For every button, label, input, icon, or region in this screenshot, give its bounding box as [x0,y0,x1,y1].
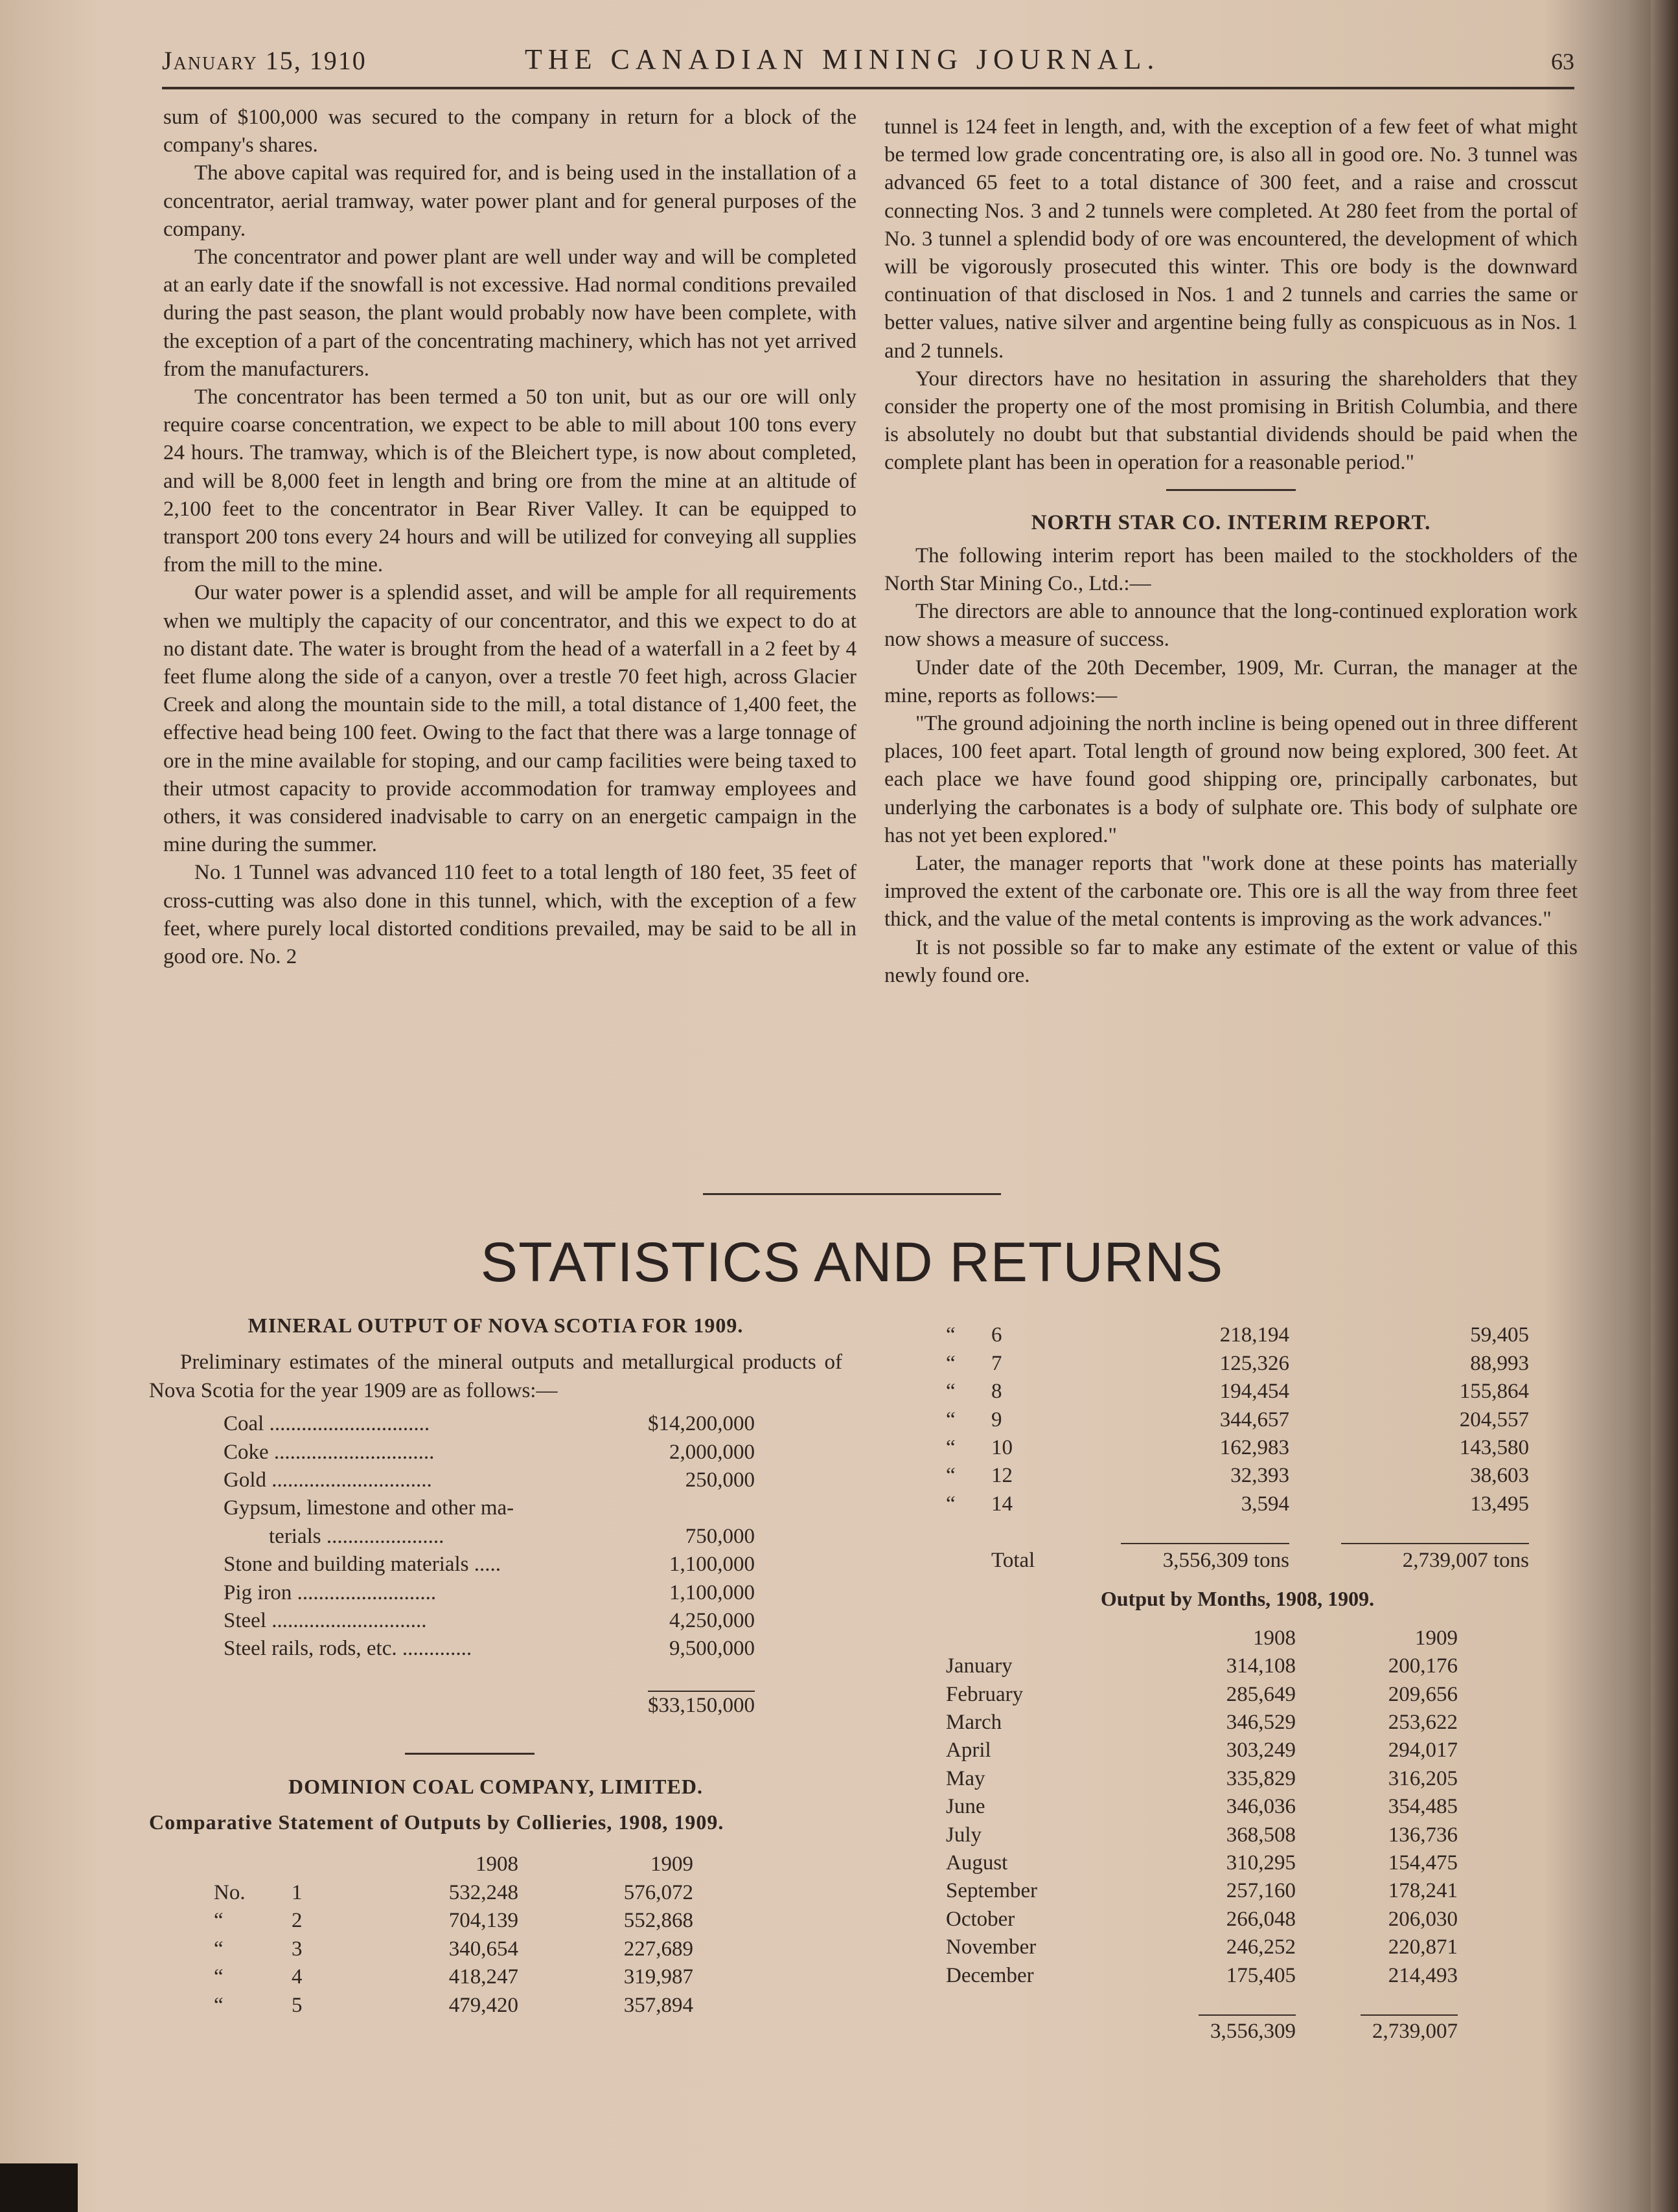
table-cell: November [946,1935,1037,1959]
table-row [214,1879,706,1907]
table-cell: 154,475 [1388,1851,1458,1875]
paragraph: The following interim report has been mailed to the stockholders of the North Star Mining Co., Ltd.:— [884,543,1578,596]
article-column-left [163,104,856,971]
table-rule-row [946,1516,1529,1544]
table-cell: $14,200,000 [648,1412,755,1436]
table-cell: 479,420 [448,1993,518,2017]
table-cell: 13,495 [1470,1492,1529,1516]
table-cell: 1,100,000 [669,1580,755,1604]
output-by-months-table [946,1623,1458,2044]
table-cell: 206,030 [1388,1907,1458,1931]
table-cell: 253,622 [1388,1711,1458,1735]
page-binding-shadow [1651,0,1678,2212]
table-cell: 354,485 [1388,1795,1458,1819]
table-cell: 250,000 [685,1468,755,1492]
table-cell: 220,871 [1388,1935,1458,1959]
table-row [224,1607,755,1635]
table-cell-total: 2,739,007 tons [1402,1548,1529,1572]
table-row [946,1650,1458,1678]
table-cell: “ [946,1492,956,1516]
table-row [946,1404,1529,1431]
table-cell: 200,176 [1388,1654,1458,1678]
table-cell: 346,529 [1226,1711,1296,1735]
paragraph: No. 1 Tunnel was advanced 110 feet to a total length of 180 feet, 35 feet of cross-cutting was also done in this tunnel, which, with the exception of a few feet, where purely local distorted conditions prevailed, may be said to be all in good ore. No. 2 [163,861,856,969]
statistics-right-column [946,1319,1529,2044]
table-cell: 246,252 [1226,1935,1296,1959]
table-cell: 552,868 [623,1909,693,1933]
table-cell: February [946,1682,1024,1706]
paragraph: The concentrator and power plant are well under way and will be completed at an early date if the snowfall is not excessive. Had normal conditions prevailed during the past season, the plant would probably now have been complete, with the exception of a part of the concentrating machinery, which has not yet arrived from the manufacturers. [163,245,856,381]
table-cell: 4 [292,1965,303,1989]
table-row [224,1523,755,1551]
table-cell: 314,108 [1226,1654,1296,1678]
table-cell: Gold .............................. [224,1468,432,1492]
paragraph: It is not possible so far to make any estimate of the extent or value of this newly found ore. [884,935,1578,987]
table-cell: December [946,1963,1034,1987]
table-cell: 88,993 [1470,1351,1529,1375]
table-row [946,1707,1458,1735]
article-column-right [884,113,1578,990]
table-cell: 3,594 [1241,1492,1289,1516]
section-divider [1166,489,1296,491]
output-by-months-heading: Output by Months, 1908, 1909. [1100,1586,1375,1610]
table-cell: 6 [991,1323,1002,1347]
table-row-total [946,2016,1458,2044]
table-cell: Gypsum, limestone and other ma- [224,1496,514,1520]
table-row [214,1963,706,1991]
paragraph: Later, the manager reports that "work done at these points has materially improved the extent of the carbonate ore. This ore is all the way from three feet thick, and the value of the metal contents is improving as the work advances." [884,852,1578,931]
table-cell: “ [214,1993,224,2017]
paragraph: Under date of the 20th December, 1909, Mr. Curran, the manager at the mine, reports as follows:— [884,656,1578,707]
table-row [224,1551,755,1579]
nova-scotia-heading: MINERAL OUTPUT OF NOVA SCOTIA FOR 1909. [247,1314,744,1337]
table-cell: 1 [292,1880,303,1904]
table-cell: “ [946,1435,956,1459]
table-row [224,1439,755,1466]
table-row-total [946,1544,1529,1572]
paragraph: tunnel is 124 feet in length, and, with the exception of a few feet of what might be termed low grade concentrating ore, is also all in good ore. No. 3 tunnel was advanced 65 feet to a total distance of 300 feet, and a raise and crosscut connecting Nos. 3 and 2 tunnels were completed. At 280 feet from the portal of No. 3 tunnel a splendid body of ore was encountered, the development of which will be vigorously prosecuted this winter. This ore body is the downward continuation of that disclosed in Nos. 1 and 2 tunnels and carries the same or better values, native silver and argentine being fully as conspicuous as in Nos. 1 and 2 tunnels. [884,115,1578,363]
table-cell: 704,139 [448,1909,518,1933]
collieries-table-continued [946,1319,1529,1573]
section-divider [703,1193,1001,1195]
total-label: Total [991,1548,1035,1572]
table-cell: Steel ............................. [224,1609,427,1633]
table-row [214,1992,706,2020]
paragraph: The concentrator has been termed a 50 ton unit, but as our ore will only require coarse concentration, we expect to be able to mill about 100 tons every 24 hours. The tramway, which is of the Bleichert type, is now about completed, and will be 8,000 feet in length and bring ore from the mine at an altitude of 2,100 feet to the concentrator in Bear River Valley. It can be equipped to transport 200 tons every 24 hours and will be utilized for conveying all supplies from the mill to the mine. [163,385,856,577]
table-cell: “ [214,1937,224,1961]
table-cell-total: 3,556,309 [1210,2020,1296,2044]
table-row-total [224,1691,755,1720]
north-star-heading: NORTH STAR CO. INTERIM REPORT. [1031,510,1431,534]
table-cell: 38,603 [1470,1464,1529,1488]
table-row [946,1932,1458,1959]
table-cell: July [946,1823,982,1847]
table-row [946,1376,1529,1404]
table-cell: 32,393 [1230,1464,1289,1488]
table-cell: 3 [292,1937,303,1961]
statistics-left-column [149,1312,842,2020]
table-row [946,1875,1458,1903]
paragraph: Our water power is a splendid asset, and will be ample for all requirements when we multiply the capacity of our concentrator, and this we expect to do at no distant date. The water is brought from the head of a waterfall in a 2 feet by 4 feet flume along the side of a canyon, over a trestle 70 feet high, across Glacier Creek and along the mountain side to the mill, a total distance of 1,400 feet, the effective head being 100 feet. Owing to the fact that there was a large tonnage of ore in the mine available for stoping, and our camp facilities were being taxed to their utmost capacity to provide accommodation for tramway employees and others, it was considered inadvisable to carry on an energetic campaign in the mine during the summer. [163,581,856,857]
table-cell: “ [214,1965,224,1989]
table-cell: April [946,1739,991,1762]
table-cell: 2 [292,1909,303,1933]
collieries-table [214,1851,706,2019]
table-row [946,1432,1529,1460]
table-cell: 209,656 [1388,1682,1458,1706]
table-cell: 5 [292,1993,303,2017]
table-cell: 125,326 [1219,1351,1289,1375]
page-corner-shadow [0,2163,78,2212]
paragraph: "The ground adjoining the north incline is being opened out in three different places, 100 feet apart. Total length of ground now being explored, 300 feet. At each place we have found good shipping ore, principally carbonates, but underlying the carbonates is a body of sulphate ore. This body of sulphate ore has not yet been explored." [884,712,1578,847]
table-cell: 204,557 [1459,1408,1529,1431]
table-cell: Coal .............................. [224,1412,430,1436]
table-row [946,1847,1458,1875]
table-cell: 532,248 [448,1880,518,1904]
dominion-coal-subheading: Comparative Statement of Outputs by Collieries, 1908, 1909. [149,1810,724,1834]
table-cell: 4,250,000 [669,1609,755,1633]
table-cell: “ [946,1323,956,1347]
table-cell: 576,072 [623,1880,693,1904]
table-row [224,1410,755,1438]
table-cell: March [946,1711,1002,1735]
paragraph: Your directors have no hesitation in assuring the shareholders that they consider the property one of the most promising in British Columbia, and there is absolutely no doubt but that substantial dividends should be paid when the complete plant has been in operation for a reasonable period." [884,367,1578,475]
table-rule-row [946,1988,1458,2016]
journal-title: THE CANADIAN MINING JOURNAL. [525,43,1160,75]
table-cell-total: $33,150,000 [648,1694,755,1718]
page-number: 63 [1551,49,1574,74]
table-cell: 303,249 [1226,1739,1296,1762]
table-header-row [214,1851,706,1878]
total-rule [648,1663,755,1691]
table-cell: 194,454 [1219,1380,1289,1404]
table-cell-total: 3,556,309 tons [1162,1548,1289,1572]
table-cell: 266,048 [1226,1907,1296,1931]
table-cell: 368,508 [1226,1823,1296,1847]
table-cell: 319,987 [623,1965,693,1989]
table-cell: 218,194 [1219,1323,1289,1347]
statistics-title: STATISTICS AND RETURNS [480,1231,1224,1294]
column-header: 1909 [650,1853,693,1876]
table-cell: 8 [991,1380,1002,1404]
table-row [946,1488,1529,1516]
table-cell: 143,580 [1459,1435,1529,1459]
table-cell: 346,036 [1226,1795,1296,1819]
table-cell: 294,017 [1388,1739,1458,1762]
table-cell: Coke .............................. [224,1440,435,1464]
paragraph: The directors are able to announce that the long-continued exploration work now shows a measure of success. [884,600,1578,652]
table-cell: 227,689 [623,1937,693,1961]
table-row [224,1579,755,1607]
table-cell: terials ...................... [269,1524,444,1548]
header-date: January 15, 1910 [162,46,367,75]
table-cell: “ [946,1464,956,1488]
table-cell: 14 [991,1492,1013,1516]
table-cell: “ [946,1408,956,1431]
table-cell: 7 [991,1351,1002,1375]
header-rule [162,87,1574,89]
table-cell: 155,864 [1459,1380,1529,1404]
table-cell: 10 [991,1435,1013,1459]
table-row [946,1819,1458,1847]
dominion-coal-heading: DOMINION COAL COMPANY, LIMITED. [288,1774,703,1798]
table-cell: 316,205 [1388,1766,1458,1790]
table-cell: 136,736 [1388,1823,1458,1847]
table-cell: No. [214,1880,246,1904]
table-cell: Pig iron .......................... [224,1580,437,1604]
table-cell: August [946,1851,1008,1875]
table-cell: “ [946,1380,956,1404]
table-cell: 340,654 [448,1937,518,1961]
table-row [214,1907,706,1935]
paragraph: sum of $100,000 was secured to the company in return for a block of the company's shares. [163,106,856,157]
mineral-output-table [224,1410,755,1720]
table-cell: 2,000,000 [669,1440,755,1464]
table-row [946,1735,1458,1762]
table-cell: 750,000 [685,1524,755,1548]
table-cell: September [946,1879,1038,1903]
table-cell: 12 [991,1464,1013,1488]
table-cell: 178,241 [1388,1879,1458,1903]
table-header-row [946,1623,1458,1650]
paragraph: The above capital was required for, and is being used in the installation of a concentrator, aerial tramway, water power plant and for general purposes of the company. [163,161,856,241]
table-cell: June [946,1795,985,1819]
table-cell: 418,247 [448,1965,518,1989]
table-row [946,1903,1458,1931]
table-cell: 310,295 [1226,1851,1296,1875]
table-cell: Stone and building materials ..... [224,1553,501,1577]
table-cell: 335,829 [1226,1766,1296,1790]
table-row [224,1635,755,1663]
table-cell: 1,100,000 [669,1553,755,1577]
table-rule-row [224,1663,755,1691]
column-header: 1908 [476,1853,518,1876]
table-cell: 357,894 [623,1993,693,2017]
table-cell: 175,405 [1226,1963,1296,1987]
table-row [224,1494,755,1522]
running-header [162,40,1574,86]
table-row [946,1347,1529,1375]
table-cell: 257,160 [1226,1879,1296,1903]
table-cell: 59,405 [1470,1323,1529,1347]
table-cell-total: 2,739,007 [1372,2020,1458,2044]
output-by-months-section [946,1587,1529,2044]
column-header: 1908 [1253,1626,1296,1650]
table-row [214,1935,706,1963]
table-row [946,1319,1529,1347]
table-row [224,1466,755,1494]
table-row [946,1460,1529,1488]
table-cell: January [946,1654,1013,1678]
table-cell: 214,493 [1388,1963,1458,1987]
table-cell: 162,983 [1219,1435,1289,1459]
nova-scotia-intro: Preliminary estimates of the mineral outputs and metallurgical products of Nova Scotia for the year 1909 are as follows:— [149,1351,842,1402]
table-cell: May [946,1766,985,1790]
table-cell: 9 [991,1408,1002,1431]
table-cell: October [946,1907,1015,1931]
table-row [946,1791,1458,1819]
table-cell: “ [214,1909,224,1933]
table-cell [648,1494,755,1522]
table-row [946,1678,1458,1706]
column-header: 1909 [1415,1626,1458,1650]
table-cell: “ [946,1351,956,1375]
table-cell: 9,500,000 [669,1637,755,1661]
section-divider [405,1753,534,1755]
table-cell: 344,657 [1219,1408,1289,1431]
table-cell: 285,649 [1226,1682,1296,1706]
table-row [946,1959,1458,1987]
table-row [946,1762,1458,1790]
table-cell: Steel rails, rods, etc. ............. [224,1637,472,1661]
